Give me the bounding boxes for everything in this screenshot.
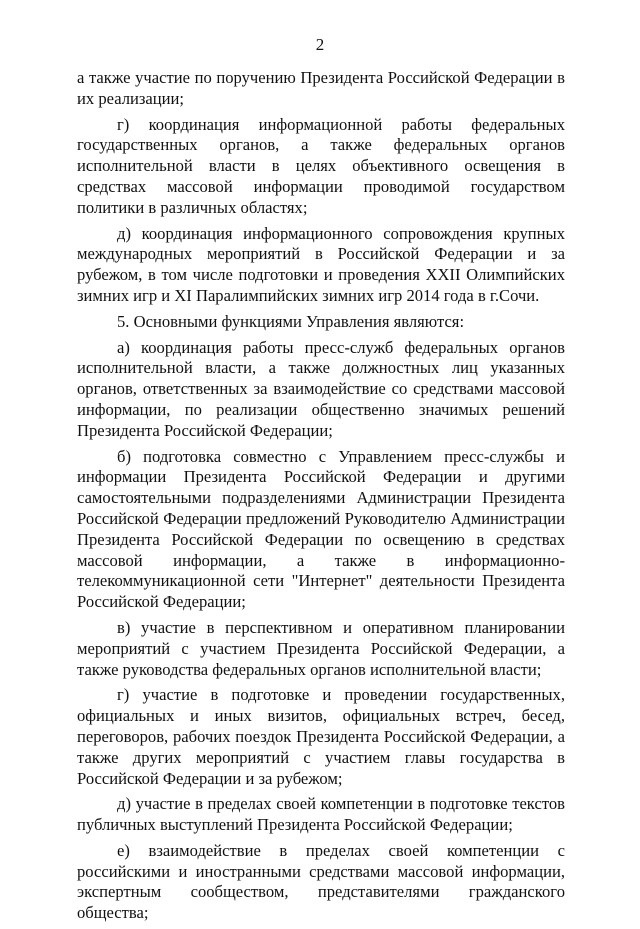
paragraph-function-e: е) взаимодействие в пределах своей компетенции с российскими и иностранными средствами массовой информации, экспертным сообществом, представителями гражданского общества; xyxy=(77,840,565,923)
page-number: 2 xyxy=(315,35,325,54)
document-body xyxy=(77,68,565,929)
paragraph-item-g: г) координация информационной работы федеральных государственных органов, а также федеральных органов исполнительной власти в целях объективного освещения в средствах массовой информации проводимой государством политики в различных областях; xyxy=(77,114,565,217)
paragraph-function-g: г) участие в подготовке и проведении государственных, официальных и иных визитов, официальных встреч, бесед, переговоров, рабочих поездок Президента Российской Федерации, а также других мероприятий с участием главы государства в Российской Федерации и за рубежом; xyxy=(77,685,565,788)
paragraph-function-v: в) участие в перспективном и оперативном планировании мероприятий с участием Президента Российской Федерации, а также руководства федеральных органов исполнительной власти; xyxy=(77,617,565,679)
paragraph-function-b: б) подготовка совместно с Управлением пресс-службы и информации Президента Российской Федерации и другими самостоятельными подразделениями Администрации Президента Российской Федерации предложений Руководителю Администрации Президента Российской Федерации по освещению в средствах массовой информации, а также в информационно-телекоммуникационной сети "Интернет" деятельности Президента Российской Федерации; xyxy=(77,446,565,612)
paragraph-function-d: д) участие в пределах своей компетенции в подготовке текстов публичных выступлений Президента Российской Федерации; xyxy=(77,794,565,835)
paragraph-continuation: а также участие по поручению Президента Российской Федерации в их реализации; xyxy=(77,68,565,108)
paragraph-function-a: а) координация работы пресс-служб федеральных органов исполнительной власти, а также должностных лиц указанных органов, ответственных за взаимодействие со средствами массовой информации, по реализации общественно значимых решений Президента Российской Федерации; xyxy=(77,337,565,440)
paragraph-section-5-heading: 5. Основными функциями Управления являются: xyxy=(117,311,465,331)
paragraph-item-d: д) координация информационного сопровождения крупных международных мероприятий в Российской Федерации и за рубежом, в том числе подготовки и проведения XXII Олимпийских зимних игр и XI Паралимпийских зимних игр 2014 года в г.Сочи. xyxy=(77,223,565,305)
